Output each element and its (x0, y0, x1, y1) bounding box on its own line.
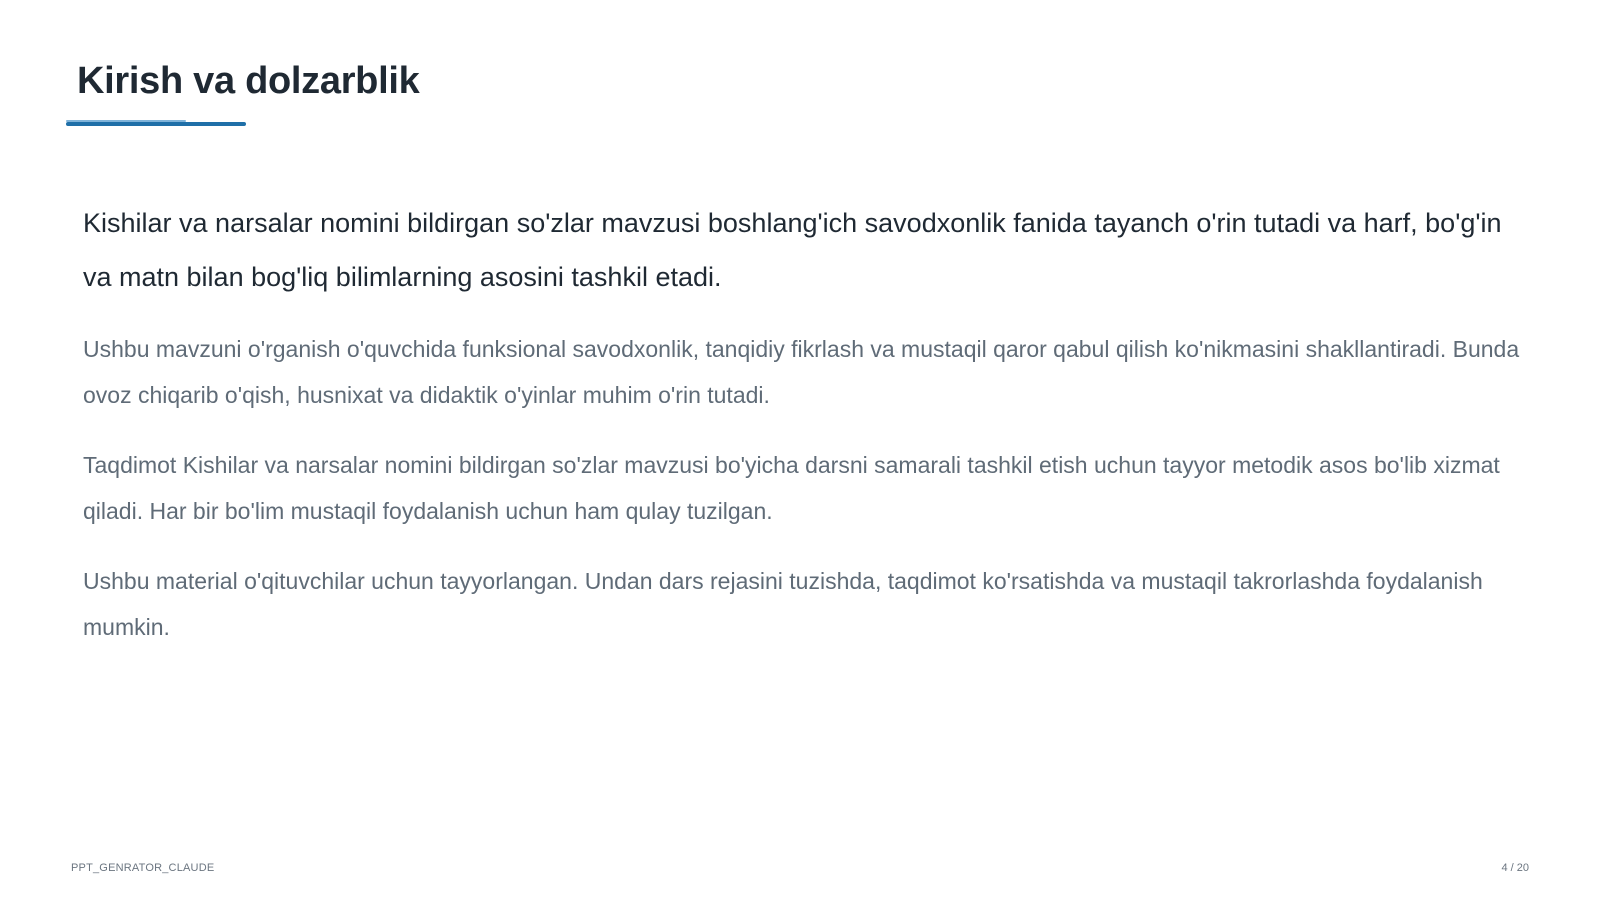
slide-title: Kirish va dolzarblik (77, 60, 420, 102)
body-paragraph-3: Ushbu material o'qituvchilar uchun tayyorlangan. Undan dars rejasini tuzishda, taqdimot ko'rsatishda va mustaqil takrorlashda foydalanish mumkin. (83, 568, 1483, 640)
slide-content (83, 196, 1523, 674)
body-paragraph-1: Ushbu mavzuni o'rganish o'quvchida funksional savodxonlik, tanqidiy fikrlash va mustaqil qaror qabul qilish ko'nikmasini shakllantiradi. Bunda ovoz chiqarib o'qish, husnixat va didaktik o'yinlar muhim o'rin tutadi. (83, 336, 1520, 408)
title-underline (66, 122, 246, 126)
page-number: 4 / 20 (1501, 862, 1529, 874)
lead-paragraph: Kishilar va narsalar nomini bildirgan so'zlar mavzusi boshlang'ich savodxonlik fanida tayanch o'rin tutadi va harf, bo'g'in va matn bilan bog'liq bilimlarning asosini tashkil etadi. (83, 208, 1502, 292)
footer-source-label: PPT_GENRATOR_CLAUDE (71, 862, 215, 874)
body-paragraph-2: Taqdimot Kishilar va narsalar nomini bildirgan so'zlar mavzusi bo'yicha darsni samarali tashkil etish uchun tayyor metodik asos bo'lib xizmat qiladi. Har bir bo'lim mustaqil foydalanish uchun ham qulay tuzilgan. (83, 452, 1500, 524)
